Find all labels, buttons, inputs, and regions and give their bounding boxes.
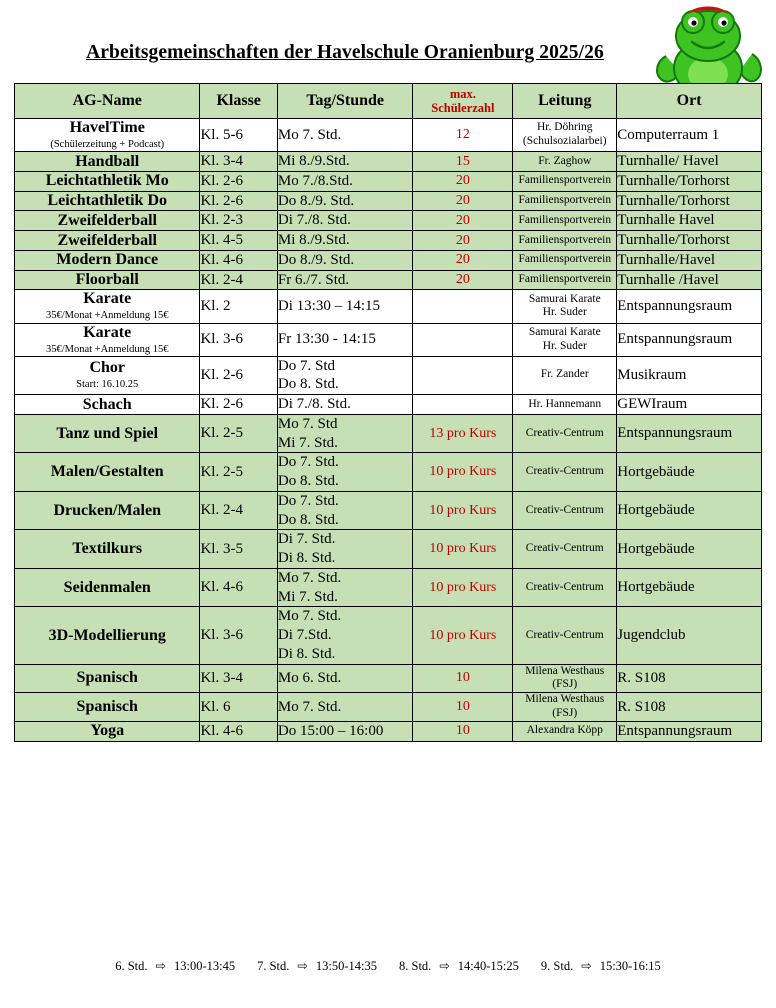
cell-max-schuelerzahl: 10 pro Kurs (413, 453, 513, 492)
cell-ag-name (15, 453, 200, 492)
lesson-slot-time: 14:40-15:25 (457, 959, 519, 973)
arrow-right-icon: ⇨ (155, 959, 166, 973)
cell-ag-name (15, 290, 200, 323)
cell-max-schuelerzahl: 10 pro Kurs (413, 568, 513, 607)
cell-tag-stunde (277, 290, 413, 323)
cell-tag-stunde (277, 721, 413, 741)
cell-max-schuelerzahl: 20 (413, 211, 513, 231)
cell-max-schuelerzahl: 20 (413, 191, 513, 211)
cell-ag-name (15, 231, 200, 251)
cell-ort: Hortgebäude (617, 453, 762, 492)
cell-ag-name (15, 191, 200, 211)
tag-stunde-line: Do 7. Std. (277, 454, 339, 471)
cell-tag-stunde (277, 607, 413, 664)
cell-ort: GEWIraum (617, 395, 762, 415)
leitung-text: Creativ-Centrum (525, 503, 604, 516)
tag-stunde-line: Mi 7. Std. (277, 434, 338, 451)
ag-name-text: Spanisch (76, 698, 138, 716)
cell-klasse: Kl. 2-6 (200, 191, 277, 211)
cell-klasse: Kl. 4-6 (200, 568, 277, 607)
cell-ag-name (15, 414, 200, 453)
arrow-right-icon: ⇨ (581, 959, 592, 973)
cell-max-schuelerzahl: 20 (413, 171, 513, 191)
cell-ag-name (15, 119, 200, 152)
leitung-text: Samurai Karate (528, 292, 601, 305)
cell-klasse: Kl. 3-6 (200, 607, 277, 664)
cell-ort: Turnhalle Havel (617, 211, 762, 231)
cell-ort: Hortgebäude (617, 491, 762, 530)
ag-name-text: Tanz und Spiel (56, 424, 159, 442)
cell-ag-name (15, 270, 200, 290)
tag-stunde-line: Mi 7. Std. (277, 588, 338, 605)
table-row (15, 171, 762, 191)
cell-ag-name (15, 323, 200, 356)
cell-klasse: Kl. 3-4 (200, 152, 277, 172)
tag-stunde-line: Do 15:00 – 16:00 (277, 722, 384, 739)
cell-ort: Turnhalle/Torhorst (617, 231, 762, 251)
cell-ag-name (15, 693, 200, 722)
table-row (15, 270, 762, 290)
cell-klasse: Kl. 2 (200, 290, 277, 323)
cell-max-schuelerzahl: 13 pro Kurs (413, 414, 513, 453)
table-body (15, 119, 762, 742)
cell-tag-stunde (277, 453, 413, 492)
leitung-text: Familiensportverein (518, 174, 612, 187)
cell-tag-stunde (277, 250, 413, 270)
cell-tag-stunde (277, 270, 413, 290)
cell-max-schuelerzahl: 10 pro Kurs (413, 607, 513, 664)
cell-tag-stunde (277, 395, 413, 415)
col-header-name: AG-Name (15, 84, 200, 119)
cell-ort: R. S108 (617, 693, 762, 722)
leitung-text: Hr. Döhring (536, 121, 593, 134)
cell-max-schuelerzahl: 12 (413, 119, 513, 152)
table-row (15, 231, 762, 251)
tag-stunde-line: Di 7./8. Std. (277, 396, 351, 413)
leitung-subtext: Hr. Suder (542, 306, 587, 319)
tag-stunde-line: Do 7. Std. (277, 492, 339, 509)
cell-leitung (513, 530, 617, 569)
tag-stunde-line: Do 8./9. Std. (277, 192, 355, 209)
cell-tag-stunde (277, 530, 413, 569)
cell-klasse: Kl. 6 (200, 693, 277, 722)
table-row (15, 323, 762, 356)
table-row (15, 250, 762, 270)
cell-leitung (513, 231, 617, 251)
cell-ag-name (15, 568, 200, 607)
cell-ag-name (15, 491, 200, 530)
cell-ort: Turnhalle/Torhorst (617, 171, 762, 191)
ag-table (14, 83, 762, 742)
tag-stunde-line: Do 7. Std (277, 357, 335, 374)
cell-ort: Entspannungsraum (617, 323, 762, 356)
lesson-time-slot (257, 959, 377, 973)
cell-leitung (513, 395, 617, 415)
cell-ort: Entspannungsraum (617, 414, 762, 453)
cell-leitung (513, 152, 617, 172)
cell-ort: Musikraum (617, 356, 762, 395)
tag-stunde-line: Di 8. Std. (277, 645, 336, 662)
col-header-max (413, 84, 513, 119)
cell-ort: Computerraum 1 (617, 119, 762, 152)
tag-stunde-line: Fr 13:30 - 14:15 (277, 331, 376, 348)
tag-stunde-line: Di 7.Std. (277, 627, 332, 644)
tag-stunde-line: Mo 7. Std. (277, 126, 342, 143)
cell-tag-stunde (277, 231, 413, 251)
leitung-subtext: (Schulsozialarbei) (522, 135, 607, 148)
cell-ort: Turnhalle /Havel (617, 270, 762, 290)
cell-max-schuelerzahl: 10 (413, 693, 513, 722)
leitung-text: Familiensportverein (518, 213, 612, 226)
cell-klasse: Kl. 2-6 (200, 356, 277, 395)
cell-max-schuelerzahl: 20 (413, 270, 513, 290)
table-row (15, 721, 762, 741)
ag-name-text: Spanisch (76, 669, 138, 687)
cell-klasse: Kl. 2-6 (200, 395, 277, 415)
col-header-ort: Ort (617, 84, 762, 119)
table-row (15, 290, 762, 323)
cell-max-schuelerzahl: 10 pro Kurs (413, 530, 513, 569)
cell-klasse: Kl. 4-6 (200, 250, 277, 270)
tag-stunde-line: Mo 7./8.Std. (277, 172, 353, 189)
lesson-slot-label: 9. Std. (540, 959, 574, 973)
cell-klasse: Kl. 2-5 (200, 414, 277, 453)
cell-tag-stunde (277, 211, 413, 231)
tag-stunde-line: Mo 7. Std. (277, 569, 342, 586)
arrow-right-icon: ⇨ (439, 959, 450, 973)
tag-stunde-line: Do 8./9. Std. (277, 251, 355, 268)
col-header-max-line2: Schülerzahl (431, 101, 495, 115)
cell-tag-stunde (277, 171, 413, 191)
cell-leitung (513, 721, 617, 741)
cell-ag-name (15, 530, 200, 569)
cell-klasse: Kl. 2-4 (200, 491, 277, 530)
table-row (15, 491, 762, 530)
cell-leitung (513, 453, 617, 492)
cell-tag-stunde (277, 491, 413, 530)
tag-stunde-line: Di 8. Std. (277, 550, 336, 567)
leitung-text: Creativ-Centrum (525, 426, 604, 439)
cell-ag-name (15, 152, 200, 172)
tag-stunde-line: Mi 8./9.Std. (277, 232, 350, 249)
ag-name-text: Handball (75, 152, 140, 170)
cell-leitung (513, 323, 617, 356)
cell-max-schuelerzahl: 15 (413, 152, 513, 172)
cell-ag-name (15, 721, 200, 741)
cell-ag-name (15, 171, 200, 191)
ag-name-text: Karate (83, 290, 132, 308)
leitung-text: Milena Westhaus (525, 664, 605, 677)
cell-ag-name (15, 250, 200, 270)
tag-stunde-line: Do 8. Std. (277, 376, 339, 393)
leitung-subtext: (FSJ) (552, 678, 578, 691)
lesson-time-slot (399, 959, 519, 973)
cell-leitung (513, 211, 617, 231)
cell-ag-name (15, 395, 200, 415)
col-header-leitung: Leitung (513, 84, 617, 119)
cell-max-schuelerzahl: 10 pro Kurs (413, 491, 513, 530)
ag-name-subtext: 35€/Monat +Anmeldung 15€ (45, 343, 169, 355)
cell-ort: R. S108 (617, 664, 762, 693)
leitung-subtext: Hr. Suder (542, 339, 587, 352)
ag-name-text: Malen/Gestalten (50, 463, 164, 481)
col-header-klasse: Klasse (200, 84, 277, 119)
leitung-text: Alexandra Köpp (526, 724, 603, 737)
ag-name-text: Textilkurs (72, 540, 143, 558)
lesson-times-footer (0, 958, 776, 974)
tag-stunde-line: Di 13:30 – 14:15 (277, 298, 380, 315)
table-row (15, 211, 762, 231)
cell-tag-stunde (277, 152, 413, 172)
arrow-right-icon: ⇨ (297, 959, 308, 973)
cell-max-schuelerzahl: 20 (413, 250, 513, 270)
leitung-subtext: (FSJ) (552, 707, 578, 720)
cell-klasse: Kl. 5-6 (200, 119, 277, 152)
lesson-slot-time: 13:00-13:45 (173, 959, 236, 973)
ag-name-text: Drucken/Malen (53, 501, 161, 519)
leitung-text: Familiensportverein (518, 273, 612, 286)
table-row (15, 119, 762, 152)
ag-name-text: Floorball (75, 271, 139, 288)
table-row (15, 607, 762, 664)
cell-leitung (513, 607, 617, 664)
leitung-text: Familiensportverein (518, 194, 612, 207)
cell-leitung (513, 491, 617, 530)
cell-klasse: Kl. 3-6 (200, 323, 277, 356)
cell-tag-stunde (277, 119, 413, 152)
tag-stunde-line: Do 8. Std. (277, 511, 339, 528)
cell-klasse: Kl. 4-5 (200, 231, 277, 251)
ag-name-text: Seidenmalen (63, 578, 151, 596)
lesson-time-slot (541, 959, 661, 973)
lesson-time-slot (115, 959, 235, 973)
cell-max-schuelerzahl (413, 395, 513, 415)
leitung-text: Creativ-Centrum (525, 628, 604, 641)
tag-stunde-line: Do 8. Std. (277, 473, 339, 490)
cell-ag-name (15, 664, 200, 693)
table-header (15, 84, 762, 119)
cell-leitung (513, 191, 617, 211)
table-row (15, 568, 762, 607)
leitung-text: Hr. Hannemann (528, 397, 602, 410)
cell-leitung (513, 171, 617, 191)
tag-stunde-line: Mo 7. Std. (277, 608, 342, 625)
leitung-text: Fr. Zaghow (538, 154, 592, 167)
col-header-tag: Tag/Stunde (277, 84, 413, 119)
cell-klasse: Kl. 2-3 (200, 211, 277, 231)
cell-tag-stunde (277, 664, 413, 693)
page-title: Arbeitsgemeinschaften der Havelschule Oranienburg 2025/26 (86, 42, 604, 63)
tag-stunde-line: Mo 7. Std. (277, 698, 342, 715)
tag-stunde-line: Di 7./8. Std. (277, 212, 351, 229)
cell-max-schuelerzahl: 10 (413, 664, 513, 693)
ag-name-text: 3D-Modellierung (48, 626, 166, 644)
ag-name-text: Yoga (90, 722, 125, 740)
ag-name-text: Modern Dance (56, 251, 159, 269)
cell-ort: Turnhalle/Torhorst (617, 191, 762, 211)
table-row (15, 664, 762, 693)
tag-stunde-line: Di 7. Std. (277, 531, 336, 548)
table-row (15, 693, 762, 722)
table-row (15, 530, 762, 569)
cell-max-schuelerzahl (413, 290, 513, 323)
cell-max-schuelerzahl: 10 (413, 721, 513, 741)
cell-ort: Turnhalle/ Havel (617, 152, 762, 172)
leitung-text: Creativ-Centrum (525, 465, 604, 478)
cell-leitung (513, 119, 617, 152)
leitung-text: Familiensportverein (518, 233, 612, 246)
lesson-slot-time: 13:50-14:35 (315, 959, 377, 973)
cell-leitung (513, 664, 617, 693)
cell-ort: Turnhalle/Havel (617, 250, 762, 270)
cell-leitung (513, 414, 617, 453)
cell-tag-stunde (277, 191, 413, 211)
tag-stunde-line: Fr 6./7. Std. (277, 271, 350, 288)
cell-klasse: Kl. 4-6 (200, 721, 277, 741)
cell-tag-stunde (277, 323, 413, 356)
cell-klasse: Kl. 2-5 (200, 453, 277, 492)
ag-name-subtext: (Schülerzeitung + Podcast) (50, 139, 165, 150)
cell-leitung (513, 250, 617, 270)
cell-max-schuelerzahl (413, 323, 513, 356)
table-row (15, 414, 762, 453)
cell-ag-name (15, 607, 200, 664)
ag-name-text: HavelTime (69, 119, 145, 136)
leitung-text: Creativ-Centrum (525, 580, 604, 593)
cell-max-schuelerzahl: 20 (413, 231, 513, 251)
leitung-text: Creativ-Centrum (525, 542, 604, 555)
ag-name-text: Leichtathletik Do (47, 192, 167, 209)
leitung-text: Samurai Karate (528, 325, 601, 338)
tag-stunde-line: Mo 7. Std (277, 415, 338, 432)
ag-name-text: Zweifelderball (57, 211, 157, 229)
cell-ag-name (15, 211, 200, 231)
table-row (15, 395, 762, 415)
cell-ort: Entspannungsraum (617, 290, 762, 323)
table-row (15, 191, 762, 211)
cell-leitung (513, 290, 617, 323)
table-row (15, 152, 762, 172)
cell-ort: Entspannungsraum (617, 721, 762, 741)
cell-leitung (513, 568, 617, 607)
leitung-text: Fr. Zander (540, 368, 589, 381)
ag-name-subtext: 35€/Monat +Anmeldung 15€ (45, 310, 169, 322)
ag-name-text: Schach (82, 395, 132, 413)
cell-leitung (513, 270, 617, 290)
table-row (15, 453, 762, 492)
cell-max-schuelerzahl (413, 356, 513, 395)
cell-tag-stunde (277, 356, 413, 395)
col-header-max-line1: max. (449, 86, 476, 101)
ag-name-text: Chor (89, 359, 126, 377)
cell-ag-name (15, 356, 200, 395)
cell-ort: Jugendclub (617, 607, 762, 664)
ag-name-text: Leichtathletik Mo (45, 172, 169, 190)
tag-stunde-line: Mo 6. Std. (277, 670, 342, 687)
cell-tag-stunde (277, 568, 413, 607)
ag-name-text: Karate (83, 323, 132, 341)
lesson-slot-label: 8. Std. (399, 959, 432, 973)
cell-klasse: Kl. 3-5 (200, 530, 277, 569)
leitung-text: Milena Westhaus (525, 693, 605, 706)
table-row (15, 356, 762, 395)
cell-leitung (513, 693, 617, 722)
cell-tag-stunde (277, 693, 413, 722)
cell-leitung (513, 356, 617, 395)
cell-ort: Hortgebäude (617, 530, 762, 569)
cell-klasse: Kl. 3-4 (200, 664, 277, 693)
cell-klasse: Kl. 2-6 (200, 171, 277, 191)
lesson-slot-time: 15:30-16:15 (599, 959, 661, 973)
cell-klasse: Kl. 2-4 (200, 270, 277, 290)
tag-stunde-line: Mi 8./9.Std. (277, 153, 350, 170)
ag-name-subtext: Start: 16.10.25 (76, 379, 139, 391)
lesson-slot-label: 6. Std. (115, 959, 148, 973)
lesson-slot-label: 7. Std. (257, 959, 290, 973)
ag-name-text: Zweifelderball (57, 231, 157, 249)
cell-ort: Hortgebäude (617, 568, 762, 607)
cell-tag-stunde (277, 414, 413, 453)
leitung-text: Familiensportverein (518, 253, 612, 266)
